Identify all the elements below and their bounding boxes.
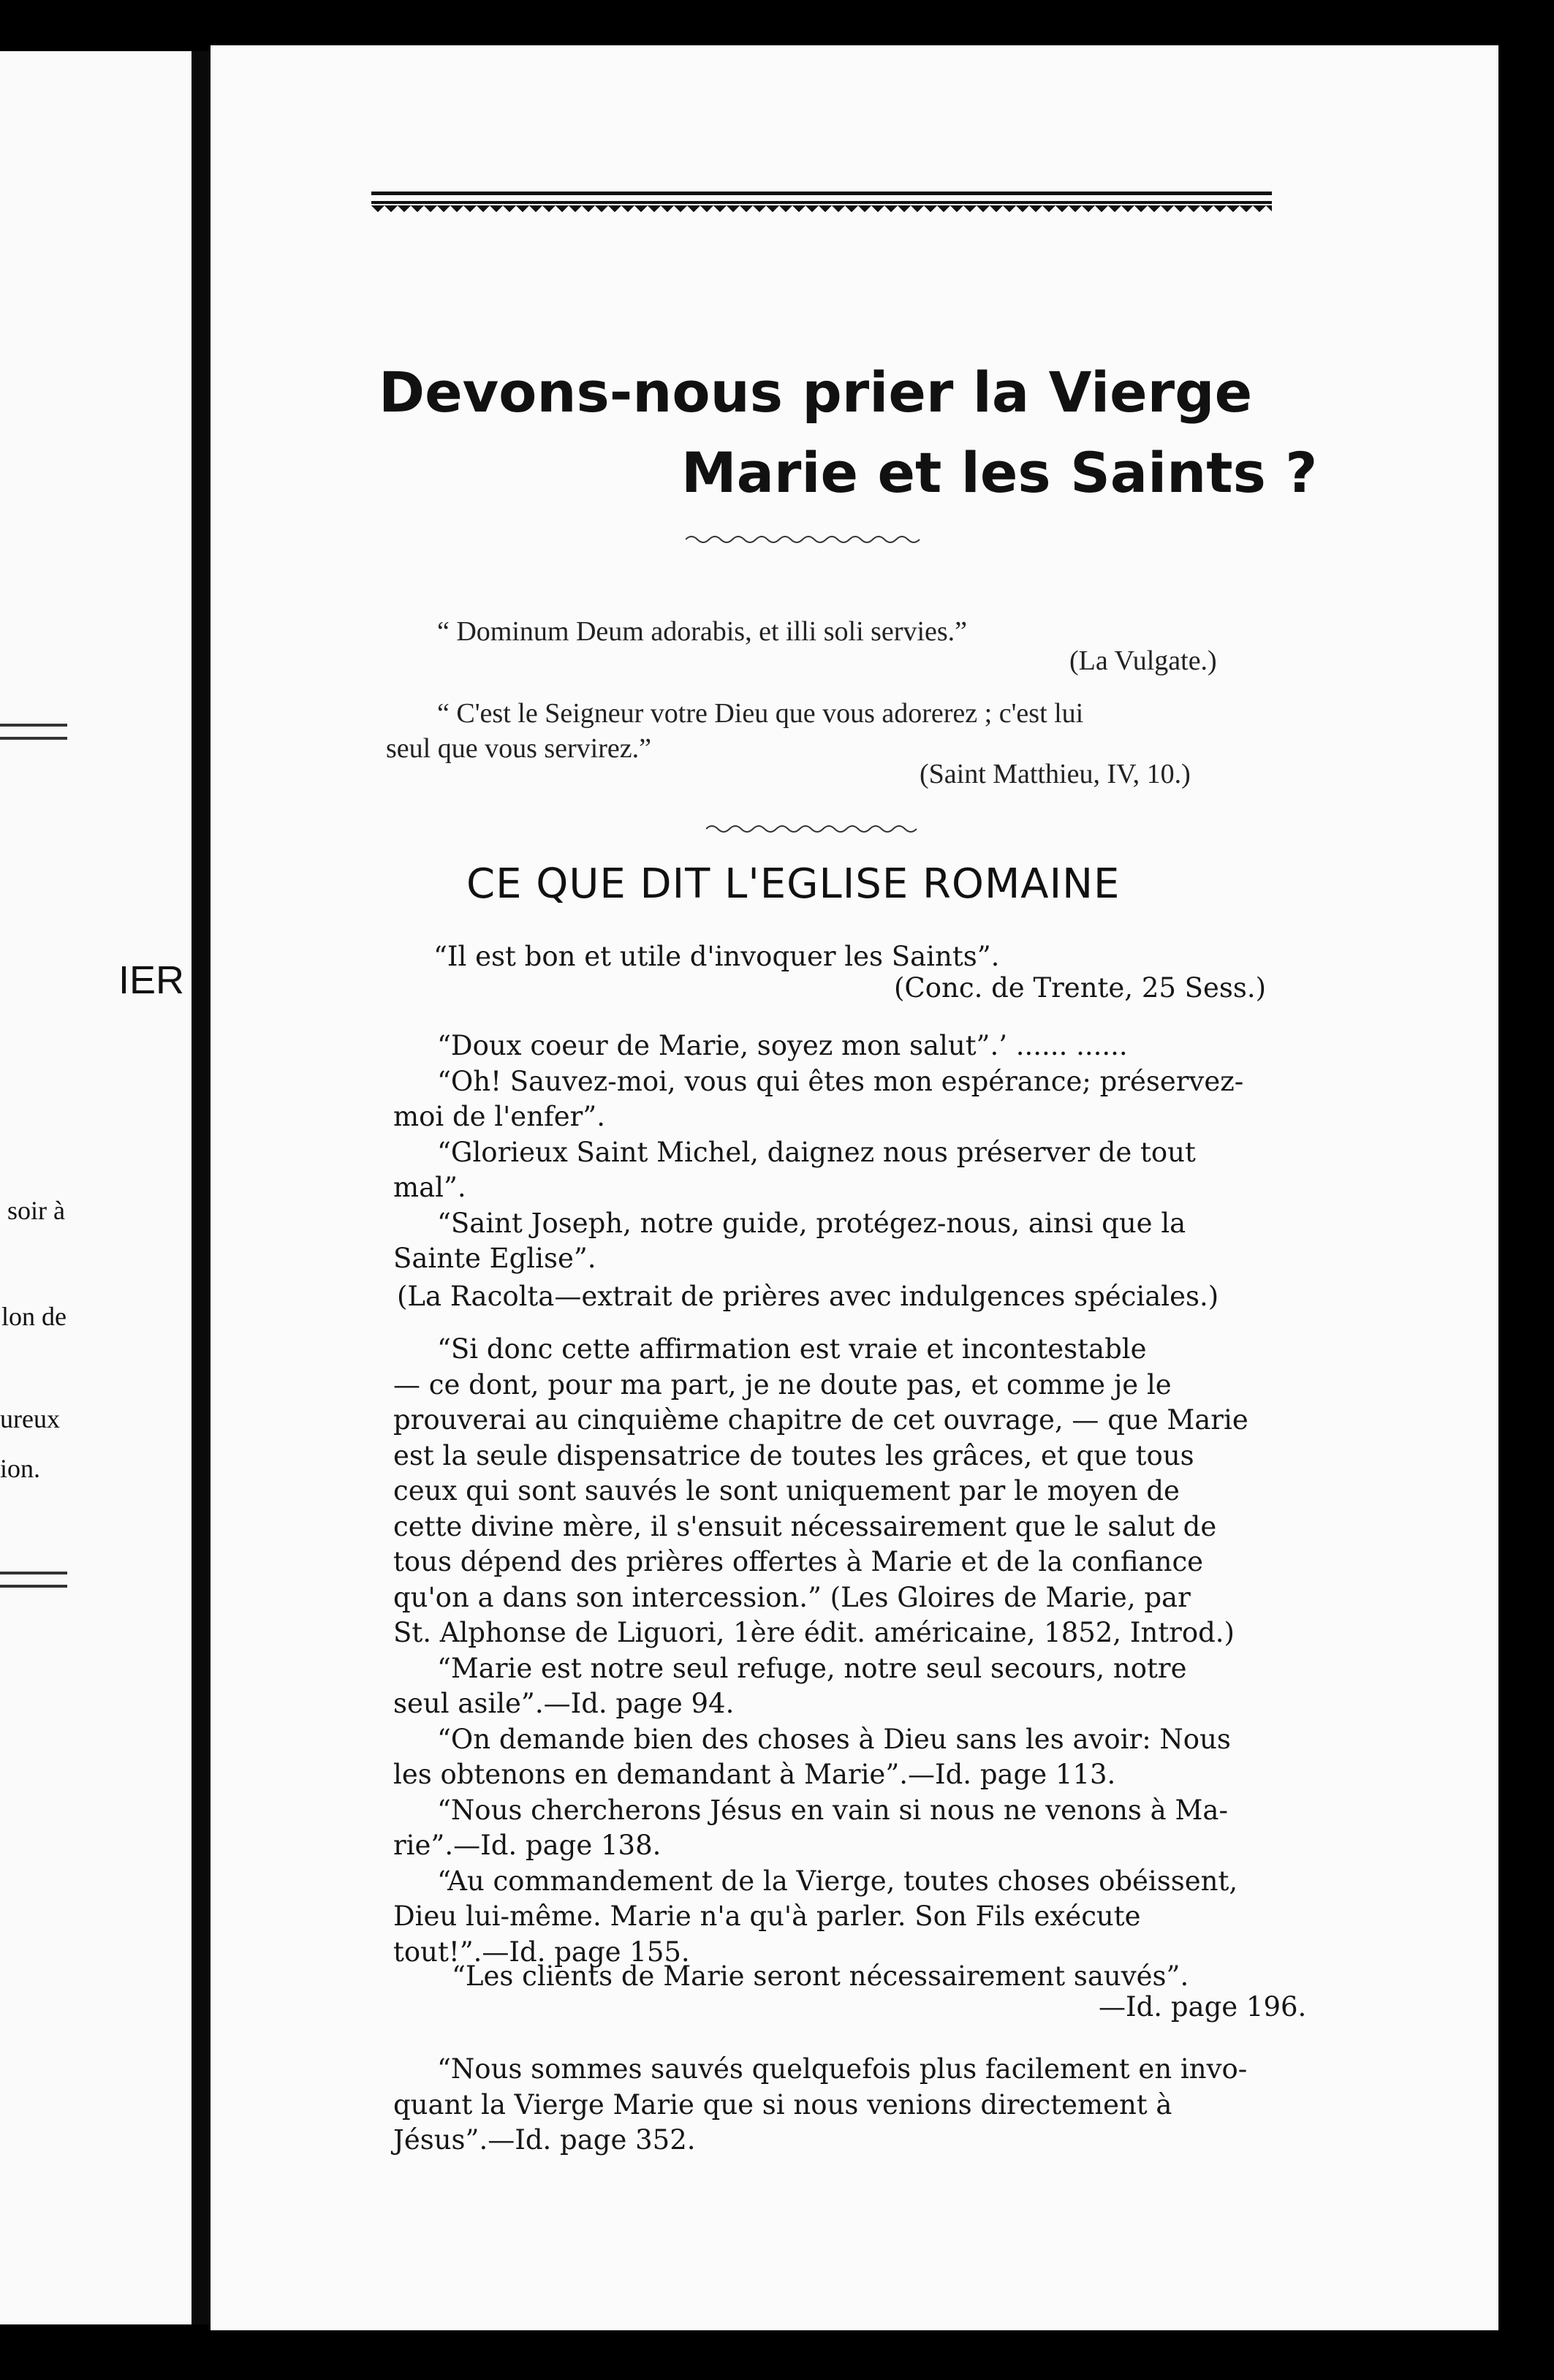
ornamental-border: [371, 192, 1272, 221]
quote-line: “Marie est notre seul refuge, notre seul secours, notre: [437, 1652, 1187, 1684]
left-page-heading: IER: [118, 958, 184, 1002]
quote-line: “Glorieux Saint Michel, daignez nous préserver de tout: [437, 1136, 1196, 1168]
quote-line: tous dépend des prières offertes à Marie et de la confiance: [393, 1546, 1204, 1577]
quote-line: quant la Vierge Marie que si nous venions directement à: [393, 2088, 1172, 2121]
epigraph-quote: “ C'est le Seigneur votre Dieu que vous adorerez ; c'est lui: [437, 698, 1084, 729]
left-page-text: lon de: [1, 1302, 67, 1331]
quote-line: “Doux coeur de Marie, soyez mon salut”.’ ...... ......: [437, 1030, 1128, 1061]
page-title-line-2: Marie et les Saints ?: [681, 440, 1318, 505]
quote-line: “Saint Joseph, notre guide, protégez-nous, ainsi que la: [437, 1207, 1186, 1239]
liguori-quotes: [393, 1332, 1343, 1970]
quote-line: “Nous sommes sauvés quelquefois plus facilement en invo-: [437, 2053, 1248, 2085]
citation-clients: —Id. page 196.: [1099, 1991, 1307, 2023]
quote-line: cette divine mère, il s'ensuit nécessairement que le salut de: [393, 1510, 1217, 1542]
quote-line: ceux qui sont sauvés le sont uniquement par le moyen de: [393, 1475, 1180, 1507]
section-heading: CE QUE DIT L'EGLISE ROMAINE: [466, 860, 1121, 908]
quote-line: — ce dont, pour ma part, je ne doute pas, et comme je le: [393, 1368, 1172, 1401]
epigraph-source: (La Vulgate.): [1069, 645, 1217, 676]
ornament-squiggle: [706, 823, 925, 833]
quote-line: est la seule dispensatrice de toutes les grâces, et que tous: [393, 1439, 1194, 1471]
quote-line: “Au commandement de la Vierge, toutes choses obéissent,: [437, 1865, 1238, 1897]
quote-line: prouverai au cinquième chapitre de cet ouvrage, — que Marie: [393, 1404, 1248, 1436]
quote-line: mal”.: [393, 1172, 466, 1203]
citation-trent: (Conc. de Trente, 25 Sess.): [894, 972, 1267, 1004]
page-title-line-1: Devons-nous prier la Vierge: [379, 360, 1253, 425]
epigraph-source: (Saint Matthieu, IV, 10.): [920, 759, 1191, 789]
epigraph-quote: “ Dominum Deum adorabis, et illi soli servies.”: [437, 616, 968, 647]
quote-line: “Nous chercherons Jésus en vain si nous ne venons à Ma-: [437, 1794, 1228, 1826]
quote-line: “Si donc cette affirmation est vraie et incontestable: [437, 1333, 1147, 1365]
quote-line: moi de l'enfer”.: [393, 1101, 605, 1132]
quote-line: seul asile”.—Id. page 94.: [393, 1688, 735, 1719]
left-page-text: ureux: [0, 1404, 60, 1433]
quote-clients: “Les clients de Marie seront nécessairement sauvés”.: [452, 1960, 1189, 1992]
quote-line: Dieu lui-même. Marie n'a qu'à parler. Son Fils exécute: [393, 1900, 1141, 1932]
citation-racolta: (La Racolta—extrait de prières avec indulgences spéciales.): [397, 1281, 1219, 1312]
ornament-squiggle: [686, 534, 927, 544]
sauves-quote: [393, 2052, 1343, 2159]
quote-line: les obtenons en demandant à Marie”.—Id. page 113.: [393, 1759, 1116, 1790]
book-gutter: [192, 51, 211, 2324]
quote-line: St. Alphonse de Liguori, 1ère édit. américaine, 1852, Introd.): [393, 1617, 1235, 1648]
quote-line: qu'on a dans son intercession.” (Les Gloires de Marie, par: [393, 1581, 1191, 1613]
quote-line: tout!”.—Id. page 155.: [393, 1936, 690, 1968]
previous-page-fragment: [0, 51, 192, 2324]
quote-line: Jésus”.—Id. page 352.: [393, 2124, 696, 2156]
quote-line: “Oh! Sauvez-moi, vous qui êtes mon espérance; préservez-: [437, 1065, 1244, 1097]
racolta-quotes: [393, 1028, 1343, 1277]
quote-trent: “Il est bon et utile d'invoquer les Saints”.: [433, 941, 1000, 972]
divider-rule: [0, 724, 67, 740]
epigraph-quote: seul que vous servirez.”: [386, 733, 651, 764]
left-page-text: soir à: [7, 1196, 65, 1225]
divider-rule: [0, 1572, 67, 1588]
quote-line: rie”.—Id. page 138.: [393, 1830, 662, 1861]
quote-line: Sainte Eglise”.: [393, 1243, 596, 1274]
left-page-text: ion.: [0, 1454, 41, 1483]
quote-line: “On demande bien des choses à Dieu sans les avoir: Nous: [437, 1723, 1231, 1755]
document-page: [211, 45, 1498, 2330]
